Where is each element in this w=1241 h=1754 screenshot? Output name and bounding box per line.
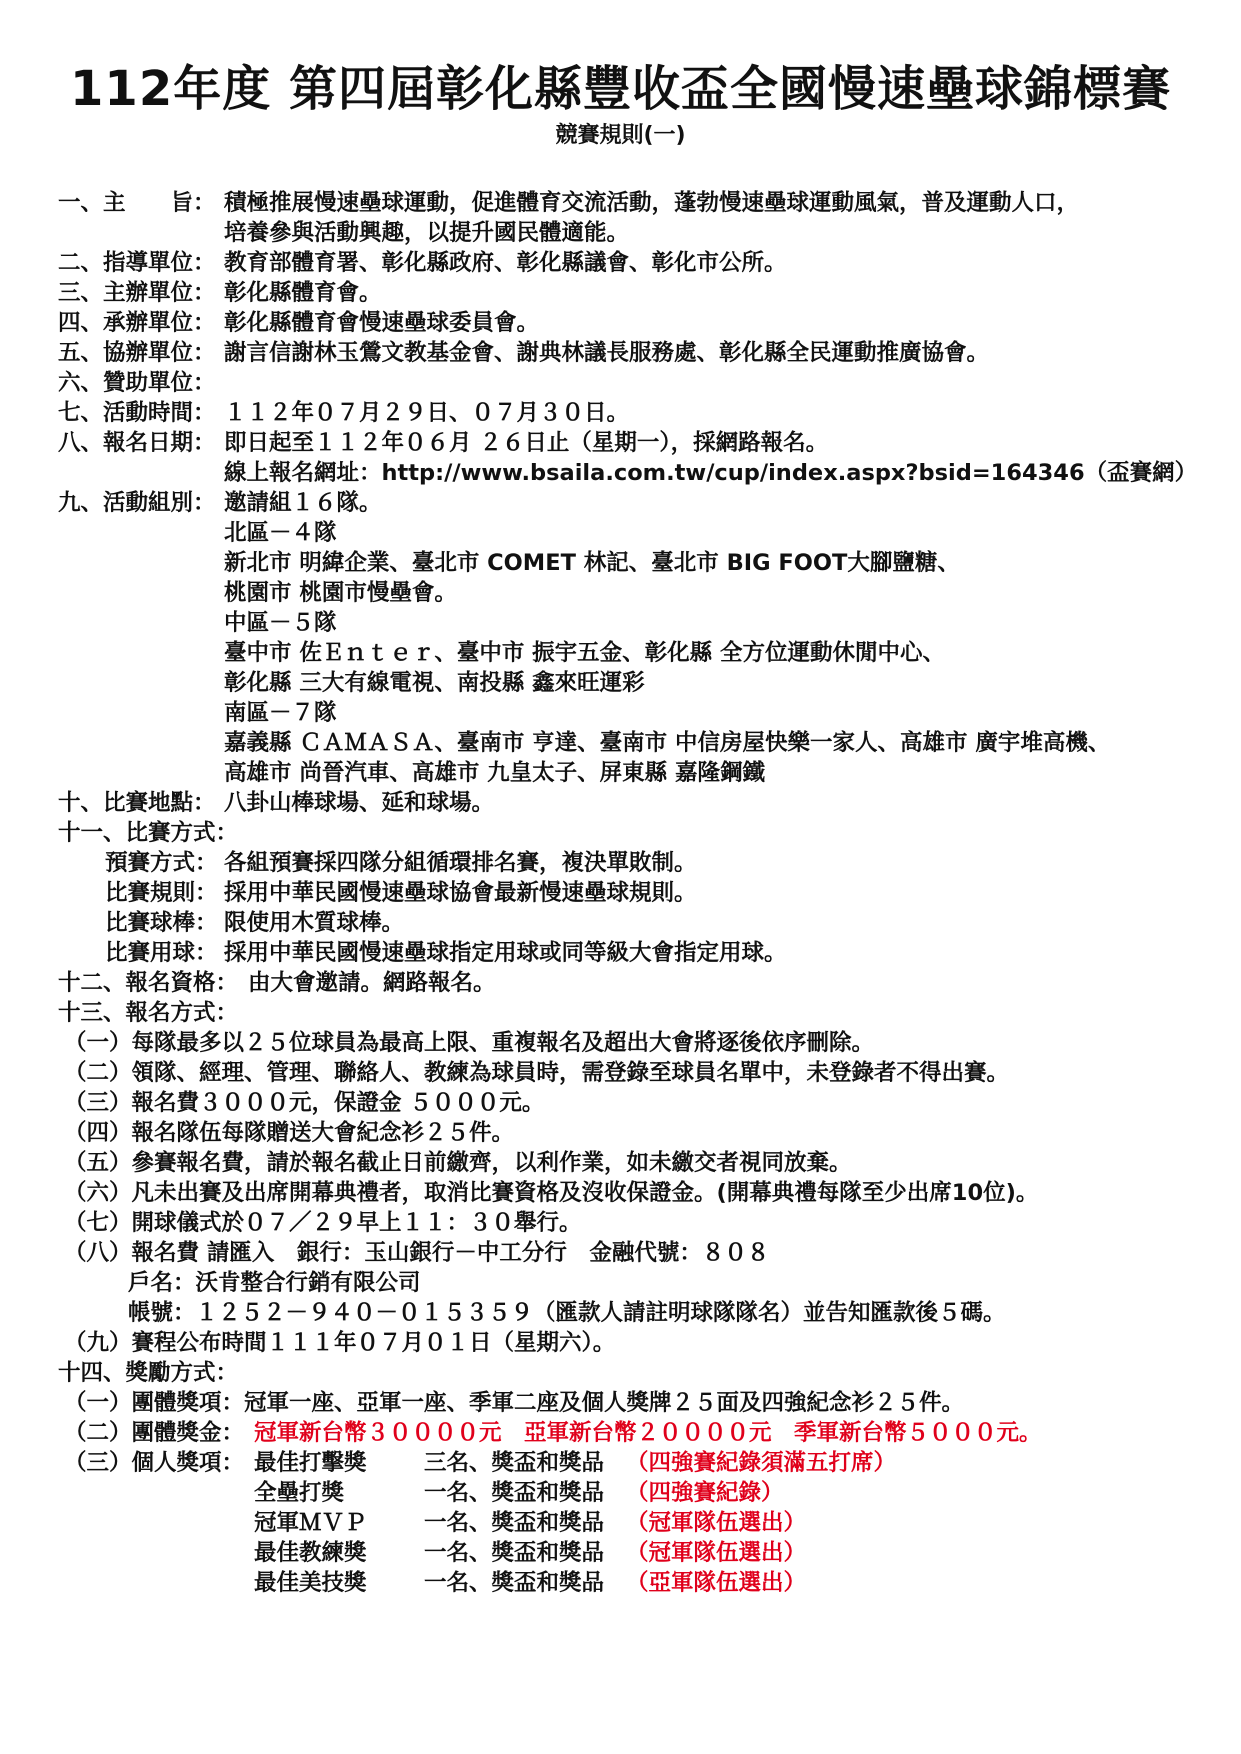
format-item-text: 採用中華民國慢速壘球指定用球或同等級大會指定用球。 — [224, 940, 787, 966]
award-count: 一名、獎盃和獎品 — [424, 1570, 605, 1596]
registration-item: （八）報名費 請匯入 銀行：玉山銀行－中工分行 金融代號：８０８ — [64, 1240, 770, 1266]
award-name: 最佳教練獎 — [254, 1540, 367, 1566]
section-purpose-line: 培養參與活動興趣，以提升國民體適能。 — [224, 220, 630, 246]
section-co-organizer-label: 五、協辦單位： — [58, 340, 216, 366]
award-note: （四強賽紀錄須滿五打席） — [626, 1450, 897, 1476]
format-item-text: 各組預賽採四隊分組循環排名賽，複決單敗制。 — [224, 850, 697, 876]
registration-item: （六）凡未出賽及出席開幕典禮者，取消比賽資格及沒收保證金。(開幕典禮每隊至少出席10位)。 — [64, 1180, 1039, 1206]
award-count: 三名、獎盃和獎品 — [424, 1450, 605, 1476]
section-registration-method-label: 十三、報名方式： — [58, 1000, 239, 1026]
section-groups-line: 邀請組１６隊。 — [224, 490, 382, 516]
award-name: 全壘打獎 — [254, 1480, 345, 1506]
section-event-time-label: 七、活動時間： — [58, 400, 216, 426]
section-groups-line: 彰化縣 三大有線電視、南投縣 鑫來旺運彩 — [224, 670, 645, 696]
section-eligibility-label: 十二、報名資格： — [58, 970, 239, 996]
format-item-label: 預賽方式： — [105, 850, 218, 876]
section-registration-date-label: 八、報名日期： — [58, 430, 216, 456]
document-subtitle: 競賽規則(一) — [555, 123, 686, 148]
section-groups-line: 中區－５隊 — [224, 610, 337, 636]
awards-team-items: （一）團體獎項：冠軍一座、亞軍一座、季軍二座及個人獎牌２５面及四強紀念衫２５件。 — [64, 1390, 965, 1416]
section-purpose-label: 一、主 旨： — [58, 190, 216, 216]
section-groups-line: 北區－４隊 — [224, 520, 337, 546]
section-venue-text: 八卦山棒球場、延和球場。 — [224, 790, 495, 816]
registration-item: （五）參賽報名費，請於報名截止日前繳齊，以利作業，如未繳交者視同放棄。 — [64, 1150, 852, 1176]
registration-item: （七）開球儀式於０７／２９早上１１：３０舉行。 — [64, 1210, 582, 1236]
registration-item: （三）報名費３０００元，保證金 ５０００元。 — [64, 1090, 545, 1116]
award-count: 一名、獎盃和獎品 — [424, 1480, 605, 1506]
section-awards-label: 十四、獎勵方式： — [58, 1360, 239, 1386]
format-item-label: 比賽球棒： — [105, 910, 218, 936]
awards-prize-money-label: （二）團體獎金： — [64, 1420, 245, 1446]
section-groups-line: 新北市 明緯企業、臺北市 COMET 林記、臺北市 BIG FOOT大腳鹽糖、 — [224, 550, 960, 576]
section-co-organizer-text: 謝言信謝林玉鶯文教基金會、謝典林議長服務處、彰化縣全民運動推廣協會。 — [224, 340, 990, 366]
award-name: 最佳打擊獎 — [254, 1450, 367, 1476]
award-count: 一名、獎盃和獎品 — [424, 1540, 605, 1566]
section-sponsor-label: 六、贊助單位： — [58, 370, 216, 396]
section-groups-line: 嘉義縣 ＣＡＭＡＳＡ、臺南市 亨達、臺南市 中信房屋快樂一家人、高雄市 廣宇堆高機、 — [224, 730, 1111, 756]
section-event-time-text: １１２年０７月２９日、０７月３０日。 — [224, 400, 630, 426]
section-eligibility-text: 由大會邀請。網路報名。 — [248, 970, 496, 996]
registration-item: （一）每隊最多以２５位球員為最高上限、重複報名及超出大會將逐後依序刪除。 — [64, 1030, 875, 1056]
award-note: （四強賽紀錄） — [626, 1480, 784, 1506]
registration-item: （二）領隊、經理、管理、聯絡人、教練為球員時，需登錄至球員名單中，未登錄者不得出賽。 — [64, 1060, 1010, 1086]
section-venue-label: 十、比賽地點： — [58, 790, 216, 816]
section-groups-line: 臺中市 佐Ｅｎｔｅｒ、臺中市 振宇五金、彰化縣 全方位運動休閒中心、 — [224, 640, 946, 666]
section-format-label: 十一、比賽方式： — [58, 820, 239, 846]
section-groups-label: 九、活動組別： — [58, 490, 216, 516]
awards-individual-label: （三）個人獎項： — [64, 1450, 245, 1476]
section-supervisor-label: 二、指導單位： — [58, 250, 216, 276]
section-organizer-label: 三、主辦單位： — [58, 280, 216, 306]
section-supervisor-text: 教育部體育署、彰化縣政府、彰化縣議會、彰化市公所。 — [224, 250, 787, 276]
section-groups-line: 高雄市 尚晉汽車、高雄市 九皇太子、屏東縣 嘉隆鋼鐵 — [224, 760, 766, 786]
section-host-text: 彰化縣體育會慢速壘球委員會。 — [224, 310, 540, 336]
award-note: （冠軍隊伍選出） — [626, 1540, 807, 1566]
award-count: 一名、獎盃和獎品 — [424, 1510, 605, 1536]
registration-item: （九）賽程公布時間１１１年０７月０１日（星期六）。 — [64, 1330, 616, 1356]
awards-prize-money: 冠軍新台幣３００００元 亞軍新台幣２００００元 季軍新台幣５０００元。 — [254, 1420, 1042, 1446]
section-purpose-line: 積極推展慢速壘球運動，促進體育交流活動，蓬勃慢速壘球運動風氣，普及運動人口， — [224, 190, 1080, 216]
section-registration-date-line: 即日起至１１２年０６月 ２６日止（星期一），採網路報名。 — [224, 430, 829, 456]
section-host-label: 四、承辦單位： — [58, 310, 216, 336]
format-item-text: 限使用木質球棒。 — [224, 910, 405, 936]
award-note: （亞軍隊伍選出） — [626, 1570, 807, 1596]
award-note: （冠軍隊伍選出） — [626, 1510, 807, 1536]
award-name: 冠軍ＭＶＰ — [254, 1510, 367, 1536]
registration-account-number: 帳號：１２５２－９４０－０１５３５９（匯款人請註明球隊隊名）並告知匯款後５碼。 — [128, 1300, 1006, 1326]
registration-item: （四）報名隊伍每隊贈送大會紀念衫２５件。 — [64, 1120, 515, 1146]
award-name: 最佳美技獎 — [254, 1570, 367, 1596]
format-item-label: 比賽用球： — [105, 940, 218, 966]
format-item-text: 採用中華民國慢速壘球協會最新慢速壘球規則。 — [224, 880, 697, 906]
format-item-label: 比賽規則： — [105, 880, 218, 906]
section-groups-line: 桃園市 桃園市慢壘會。 — [224, 580, 457, 606]
section-registration-url-line: 線上報名網址：http://www.bsaila.com.tw/cup/index.aspx?bsid=164346（盃賽網） — [224, 460, 1198, 486]
document-title: 112年度 第四屆彰化縣豐收盃全國慢速壘球錦標賽 — [70, 61, 1171, 117]
section-groups-line: 南區－７隊 — [224, 700, 337, 726]
section-organizer-text: 彰化縣體育會。 — [224, 280, 382, 306]
registration-account-name: 戶名：沃肯整合行銷有限公司 — [128, 1270, 421, 1296]
